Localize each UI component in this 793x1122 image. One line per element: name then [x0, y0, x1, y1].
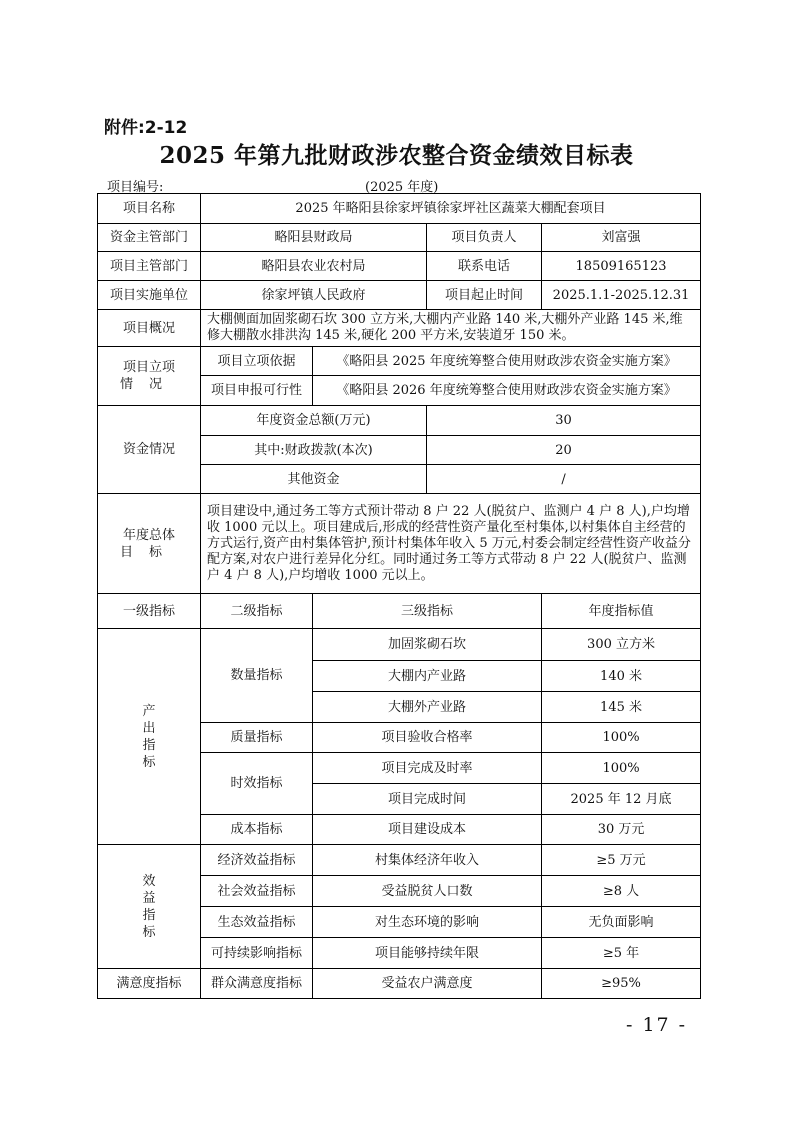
benefit-label-char: 效 — [142, 873, 156, 889]
period-value: 2025.1.1-2025.12.31 — [542, 281, 701, 310]
benefit-item-name: 受益脱贫人口数 — [313, 876, 542, 907]
quality-indicator-label: 质量指标 — [201, 723, 313, 753]
output-label-char: 标 — [142, 754, 156, 770]
output-label-char: 出 — [142, 720, 156, 736]
approval-basis-value: 《略阳县 2025 年度统筹整合使用财政涉农资金实施方案》 — [313, 347, 701, 376]
timeliness-item-name: 项目完成时间 — [313, 784, 542, 815]
page-number: - 17 - — [626, 1014, 688, 1036]
row-satisfaction — [98, 969, 701, 999]
annual-goal-value: 项目建设中,通过务工等方式预计带动 8 户 22 人(脱贫户、监测户 4 户 8 人),户均增收 1000 元以上。项目建成后,形成的经营性资产量化至村集体,以村集体自主经营的方式运行,资产由村集体管护,预计村集体年收入 5 万元,村委会制定经营性资产收益分配方案,对农户进行差异化分红。同时通过务工等方式带动 8 户 22 人(脱贫户、监测户 4 户 8 人),户均增收 1000 元以上。 — [201, 494, 701, 594]
benefit-item-value: ≥8 人 — [542, 876, 701, 907]
benefit-level2: 经济效益指标 — [201, 845, 313, 876]
annual-goal-label-line2 — [101, 544, 197, 561]
overview-value: 大棚侧面加固浆砌石坎 300 立方米,大棚内产业路 140 米,大棚外产业路 145 米,维修大棚散水排洪沟 145 米,硬化 200 平方米,安装道牙 150 米。 — [201, 310, 701, 347]
project-dept-label: 项目主管部门 — [98, 252, 201, 281]
benefit-item-value: ≥5 万元 — [542, 845, 701, 876]
header-level3: 三级指标 — [313, 594, 542, 629]
output-label-char: 指 — [142, 737, 156, 753]
satisfaction-item-name: 受益农户满意度 — [313, 969, 542, 999]
quantity-item-name: 大棚外产业路 — [313, 692, 542, 723]
header-value: 年度指标值 — [542, 594, 701, 629]
feasibility-value: 《略阳县 2026 年度统筹整合使用财政涉农资金实施方案》 — [313, 376, 701, 406]
phone-value: 18509165123 — [542, 252, 701, 281]
leader-value: 刘富强 — [542, 224, 701, 252]
quantity-indicator-label: 数量指标 — [201, 629, 313, 723]
annual-goal-label-biao: 标 — [149, 544, 179, 560]
quantity-item-name: 加固浆砌石坎 — [313, 629, 542, 661]
phone-label: 联系电话 — [427, 252, 542, 281]
fiscal-label: 其中:财政拨款(本次) — [201, 436, 427, 465]
funds-label: 资金情况 — [98, 406, 201, 494]
project-name-value: 2025 年略阳县徐家坪镇徐家坪社区蔬菜大棚配套项目 — [201, 194, 701, 224]
timeliness-item-value: 2025 年 12 月底 — [542, 784, 701, 815]
timeliness-item-name: 项目完成及时率 — [313, 753, 542, 784]
timeliness-item-value: 100% — [542, 753, 701, 784]
timeliness-indicator-label: 时效指标 — [201, 753, 313, 815]
approval-label-kuang: 况 — [149, 377, 179, 392]
overview-label: 项目概况 — [98, 310, 201, 347]
benefit-item-name: 项目能够持续年限 — [313, 938, 542, 969]
quantity-item-name: 大棚内产业路 — [313, 661, 542, 692]
header-level1: 一级指标 — [98, 594, 201, 629]
row-annual-goal — [98, 494, 701, 594]
row-project-dept — [98, 252, 701, 281]
fund-dept-value: 略阳县财政局 — [201, 224, 427, 252]
period-label: 项目起止时间 — [427, 281, 542, 310]
approval-basis-label: 项目立项依据 — [201, 347, 313, 376]
annual-goal-label-mu: 目 — [119, 544, 149, 560]
cost-item-name: 项目建设成本 — [313, 815, 542, 845]
satisfaction-level1: 满意度指标 — [98, 969, 201, 999]
project-code-label: 项目编号: — [107, 180, 164, 195]
attachment-label: 附件:2-12 — [104, 118, 188, 138]
approval-label — [98, 347, 201, 406]
page-title: 2025 年第九批财政涉农整合资金绩效目标表 — [159, 142, 634, 169]
annual-goal-label — [98, 494, 201, 594]
impl-unit-value: 徐家坪镇人民政府 — [201, 281, 427, 310]
feasibility-label: 项目申报可行性 — [201, 376, 313, 406]
output-indicator-label — [98, 629, 201, 845]
benefit-item-name: 村集体经济年收入 — [313, 845, 542, 876]
row-approval-basis — [98, 347, 701, 376]
benefit-label-char: 指 — [142, 907, 156, 923]
benefit-level2: 社会效益指标 — [201, 876, 313, 907]
row-overview — [98, 310, 701, 347]
benefit-item-name: 对生态环境的影响 — [313, 907, 542, 938]
other-funds-label: 其他资金 — [201, 465, 427, 494]
year-label: (2025 年度) — [365, 180, 439, 195]
project-dept-value: 略阳县农业农村局 — [201, 252, 427, 281]
benefit-label-char: 益 — [142, 890, 156, 906]
benefit-level2: 生态效益指标 — [201, 907, 313, 938]
row-fund-dept — [98, 224, 701, 252]
leader-label: 项目负责人 — [427, 224, 542, 252]
annual-goal-label-line1: 年度总体 — [122, 527, 175, 543]
row-indicator-headers — [98, 594, 701, 629]
quantity-item-value: 140 米 — [542, 661, 701, 692]
fiscal-value: 20 — [427, 436, 701, 465]
quality-item-name: 项目验收合格率 — [313, 723, 542, 753]
table-row — [98, 629, 701, 661]
fund-dept-label: 资金主管部门 — [98, 224, 201, 252]
satisfaction-level2: 群众满意度指标 — [201, 969, 313, 999]
approval-label-line1: 项目立项 — [122, 360, 175, 375]
approval-label-line2 — [101, 376, 197, 393]
benefit-label-char: 标 — [142, 924, 156, 940]
quantity-item-value: 145 米 — [542, 692, 701, 723]
output-label-char: 产 — [142, 703, 156, 719]
project-name-label: 项目名称 — [98, 194, 201, 224]
benefit-level2: 可持续影响指标 — [201, 938, 313, 969]
benefit-indicator-label — [98, 845, 201, 969]
impl-unit-label: 项目实施单位 — [98, 281, 201, 310]
quantity-item-value: 300 立方米 — [542, 629, 701, 661]
row-project-name — [98, 194, 701, 224]
row-impl-unit — [98, 281, 701, 310]
total-funds-value: 30 — [427, 406, 701, 436]
performance-target-table — [97, 193, 701, 999]
approval-label-qing: 情 — [119, 377, 149, 392]
row-total-funds — [98, 406, 701, 436]
cost-item-value: 30 万元 — [542, 815, 701, 845]
other-funds-value: / — [427, 465, 701, 494]
benefit-item-value: ≥5 年 — [542, 938, 701, 969]
benefit-item-value: 无负面影响 — [542, 907, 701, 938]
quality-item-value: 100% — [542, 723, 701, 753]
cost-indicator-label: 成本指标 — [201, 815, 313, 845]
header-level2: 二级指标 — [201, 594, 313, 629]
satisfaction-item-value: ≥95% — [542, 969, 701, 999]
table-row — [98, 845, 701, 876]
total-funds-label: 年度资金总额(万元) — [201, 406, 427, 436]
